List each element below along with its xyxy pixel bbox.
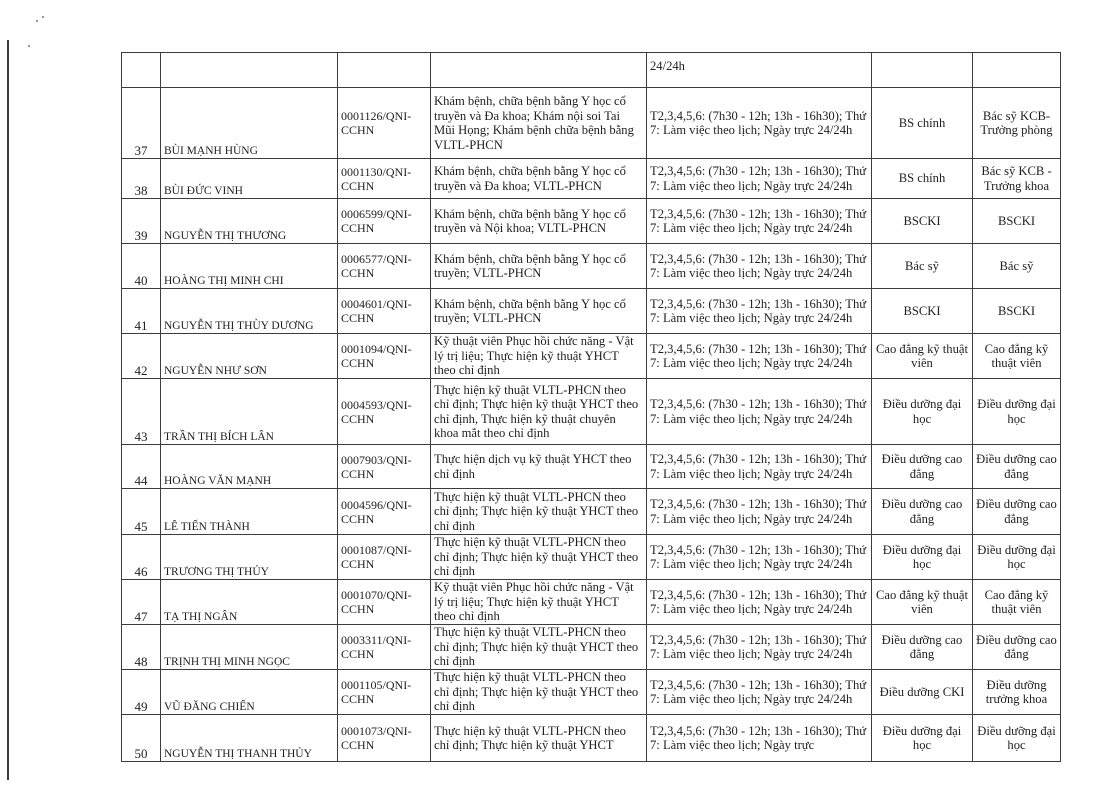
scope-cell: Thực hiện kỹ thuật VLTL-PHCN theo chỉ định; Thực hiện kỹ thuật YHCT theo chỉ định [431,535,647,580]
working-time-cell: T2,3,4,5,6: (7h30 - 12h; 13h - 16h30); Thứ 7: Làm việc theo lịch; Ngày trực 24/24h [647,489,872,535]
title-cell: Điều dưỡng đại học [973,535,1061,580]
name-cell: LÊ TIẾN THÀNH [161,489,338,535]
working-time-cell: T2,3,4,5,6: (7h30 - 12h; 13h - 16h30); Thứ 7: Làm việc theo lịch; Ngày trực [647,715,872,762]
working-time-cell: T2,3,4,5,6: (7h30 - 12h; 13h - 16h30); Thứ 7: Làm việc theo lịch; Ngày trực 24/24h [647,580,872,625]
position-cell: BSCKI [872,289,973,334]
title-cell: Điều dưỡng cao đẳng [973,625,1061,670]
title-cell: Bác sỹ KCB - Trưởng khoa [973,159,1061,199]
name-cell: TRƯƠNG THỊ THỦY [161,535,338,580]
scope-cell: Khám bệnh, chữa bệnh bằng Y học cổ truyền và Nội khoa; VLTL-PHCN [431,199,647,244]
certificate-cell: 0006577/QNI-CCHN [338,244,431,289]
staff-roster-table [121,52,1061,762]
position-cell: BS chính [872,159,973,199]
scope-cell: Thực hiện kỹ thuật VLTL-PHCN theo chỉ định; Thực hiện kỹ thuật YHCT [431,715,647,762]
title-cell: BSCKI [973,289,1061,334]
certificate-cell: 0003311/QNI-CCHN [338,625,431,670]
position-cell: Điều dưỡng đại học [872,379,973,445]
scope-cell: Khám bệnh, chữa bệnh bằng Y học cổ truyền và Đa khoa; VLTL-PHCN [431,159,647,199]
name-cell [161,53,338,88]
working-time-cell: T2,3,4,5,6: (7h30 - 12h; 13h - 16h30); Thứ 7: Làm việc theo lịch; Ngày trực 24/24h [647,88,872,159]
position-cell [872,53,973,88]
name-cell: NGUYỄN THỊ THÙY DƯƠNG [161,289,338,334]
working-time-cell: T2,3,4,5,6: (7h30 - 12h; 13h - 16h30); Thứ 7: Làm việc theo lịch; Ngày trực 24/24h [647,159,872,199]
title-cell: Cao đẳng kỹ thuật viên [973,580,1061,625]
stt-cell: 40 [122,244,161,289]
name-cell: NGUYỄN THỊ THƯƠNG [161,199,338,244]
stt-cell [122,53,161,88]
table-row [122,88,1061,159]
position-cell: Điều dưỡng đại học [872,715,973,762]
stt-cell: 42 [122,334,161,379]
stt-cell: 46 [122,535,161,580]
stt-cell: 45 [122,489,161,535]
working-time-cell: T2,3,4,5,6: (7h30 - 12h; 13h - 16h30); Thứ 7: Làm việc theo lịch; Ngày trực 24/24h [647,445,872,489]
working-time-cell: T2,3,4,5,6: (7h30 - 12h; 13h - 16h30); Thứ 7: Làm việc theo lịch; Ngày trực 24/24h [647,334,872,379]
stt-cell: 48 [122,625,161,670]
scope-cell: Thực hiện dịch vụ kỹ thuật YHCT theo chỉ định [431,445,647,489]
stt-cell: 44 [122,445,161,489]
certificate-cell: 0007903/QNI-CCHN [338,445,431,489]
scope-cell: Khám bệnh, chữa bệnh bằng Y học cổ truyền; VLTL-PHCN [431,289,647,334]
table-row-continuation [122,53,1061,88]
title-cell: Điều dưỡng cao đẳng [973,445,1061,489]
table-row [122,445,1061,489]
scope-cell: Thực hiện kỹ thuật VLTL-PHCN theo chỉ định; Thực hiện kỹ thuật YHCT theo chỉ định [431,670,647,715]
table-row [122,715,1061,762]
working-time-cell: 24/24h [647,53,872,88]
stt-cell: 43 [122,379,161,445]
table-row [122,289,1061,334]
name-cell: BÙI MẠNH HÙNG [161,88,338,159]
title-cell: Bác sỹ [973,244,1061,289]
scope-cell: Thực hiện kỹ thuật VLTL-PHCN theo chỉ định; Thực hiện kỹ thuật YHCT theo chỉ định, Thực hiện kỹ thuật chuyên khoa mắt theo chỉ định [431,379,647,445]
title-cell: Điều dưỡng đại học [973,715,1061,762]
certificate-cell: 0006599/QNI-CCHN [338,199,431,244]
scan-left-edge [7,40,9,780]
table-row [122,244,1061,289]
table-row [122,379,1061,445]
title-cell: Điều dưỡng trưởng khoa [973,670,1061,715]
position-cell: Cao đẳng kỹ thuật viên [872,580,973,625]
name-cell: NGUYỄN NHƯ SƠN [161,334,338,379]
roster-body [122,53,1061,762]
stt-cell: 38 [122,159,161,199]
working-time-cell: T2,3,4,5,6: (7h30 - 12h; 13h - 16h30); Thứ 7: Làm việc theo lịch; Ngày trực 24/24h [647,670,872,715]
scope-cell: Kỹ thuật viên Phục hồi chức năng - Vật lý trị liệu; Thực hiện kỹ thuật YHCT theo chỉ định [431,334,647,379]
stt-cell: 39 [122,199,161,244]
certificate-cell: 0001073/QNI-CCHN [338,715,431,762]
title-cell [973,53,1061,88]
scope-cell [431,53,647,88]
certificate-cell: 0004596/QNI-CCHN [338,489,431,535]
stt-cell: 41 [122,289,161,334]
table-row [122,535,1061,580]
certificate-cell: 0001130/QNI-CCHN [338,159,431,199]
scope-cell: Thực hiện kỹ thuật VLTL-PHCN theo chỉ định; Thực hiện kỹ thuật YHCT theo chỉ định [431,489,647,535]
stt-cell: 47 [122,580,161,625]
table-row [122,580,1061,625]
position-cell: Điều dưỡng cao đẳng [872,489,973,535]
scope-cell: Thực hiện kỹ thuật VLTL-PHCN theo chỉ định; Thực hiện kỹ thuật YHCT theo chỉ định [431,625,647,670]
working-time-cell: T2,3,4,5,6: (7h30 - 12h; 13h - 16h30); Thứ 7: Làm việc theo lịch; Ngày trực 24/24h [647,625,872,670]
position-cell: Điều dưỡng cao đẳng [872,445,973,489]
position-cell: Điều dưỡng đại học [872,535,973,580]
title-cell: Điều dưỡng cao đẳng [973,489,1061,535]
scope-cell: Khám bệnh, chữa bệnh bằng Y học cổ truyền và Đa khoa; Khám nội soi Tai Mũi Họng; Khám bệnh chữa bệnh bằng VLTL-PHCN [431,88,647,159]
certificate-cell: 0001105/QNI-CCHN [338,670,431,715]
scan-speck [42,16,44,18]
name-cell: HOÀNG THỊ MINH CHI [161,244,338,289]
title-cell: Điều dưỡng đại học [973,379,1061,445]
name-cell: TRẦN THỊ BÍCH LÂN [161,379,338,445]
table-row [122,199,1061,244]
working-time-cell: T2,3,4,5,6: (7h30 - 12h; 13h - 16h30); Thứ 7: Làm việc theo lịch; Ngày trực 24/24h [647,289,872,334]
title-cell: BSCKI [973,199,1061,244]
certificate-cell [338,53,431,88]
certificate-cell: 0001087/QNI-CCHN [338,535,431,580]
position-cell: BS chính [872,88,973,159]
name-cell: VŨ ĐĂNG CHIẾN [161,670,338,715]
name-cell: TRỊNH THỊ MINH NGỌC [161,625,338,670]
table-row [122,159,1061,199]
working-time-cell: T2,3,4,5,6: (7h30 - 12h; 13h - 16h30); Thứ 7: Làm việc theo lịch; Ngày trực 24/24h [647,379,872,445]
title-cell: Cao đẳng kỹ thuật viên [973,334,1061,379]
table-row [122,334,1061,379]
position-cell: Điều dưỡng CKI [872,670,973,715]
certificate-cell: 0001070/QNI-CCHN [338,580,431,625]
working-time-cell: T2,3,4,5,6: (7h30 - 12h; 13h - 16h30); Thứ 7: Làm việc theo lịch; Ngày trực 24/24h [647,244,872,289]
scope-cell: Khám bệnh, chữa bệnh bằng Y học cổ truyền; VLTL-PHCN [431,244,647,289]
scan-speck [28,45,30,47]
name-cell: HOÀNG VĂN MẠNH [161,445,338,489]
name-cell: BÙI ĐỨC VINH [161,159,338,199]
certificate-cell: 0001126/QNI-CCHN [338,88,431,159]
position-cell: Điều dưỡng cao đẳng [872,625,973,670]
working-time-cell: T2,3,4,5,6: (7h30 - 12h; 13h - 16h30); Thứ 7: Làm việc theo lịch; Ngày trực 24/24h [647,199,872,244]
certificate-cell: 0004593/QNI-CCHN [338,379,431,445]
table-row [122,489,1061,535]
position-cell: Cao đẳng kỹ thuật viên [872,334,973,379]
scan-speck [36,20,38,22]
name-cell: NGUYỄN THỊ THANH THỦY [161,715,338,762]
name-cell: TẠ THỊ NGÂN [161,580,338,625]
working-time-cell: T2,3,4,5,6: (7h30 - 12h; 13h - 16h30); Thứ 7: Làm việc theo lịch; Ngày trực 24/24h [647,535,872,580]
stt-cell: 50 [122,715,161,762]
scope-cell: Kỹ thuật viên Phục hồi chức năng - Vật lý trị liệu; Thực hiện kỹ thuật YHCT theo chỉ định [431,580,647,625]
position-cell: BSCKI [872,199,973,244]
position-cell: Bác sỹ [872,244,973,289]
table-row [122,670,1061,715]
table-row [122,625,1061,670]
stt-cell: 37 [122,88,161,159]
title-cell: Bác sỹ KCB- Trưởng phòng [973,88,1061,159]
stt-cell: 49 [122,670,161,715]
certificate-cell: 0004601/QNI-CCHN [338,289,431,334]
certificate-cell: 0001094/QNI-CCHN [338,334,431,379]
